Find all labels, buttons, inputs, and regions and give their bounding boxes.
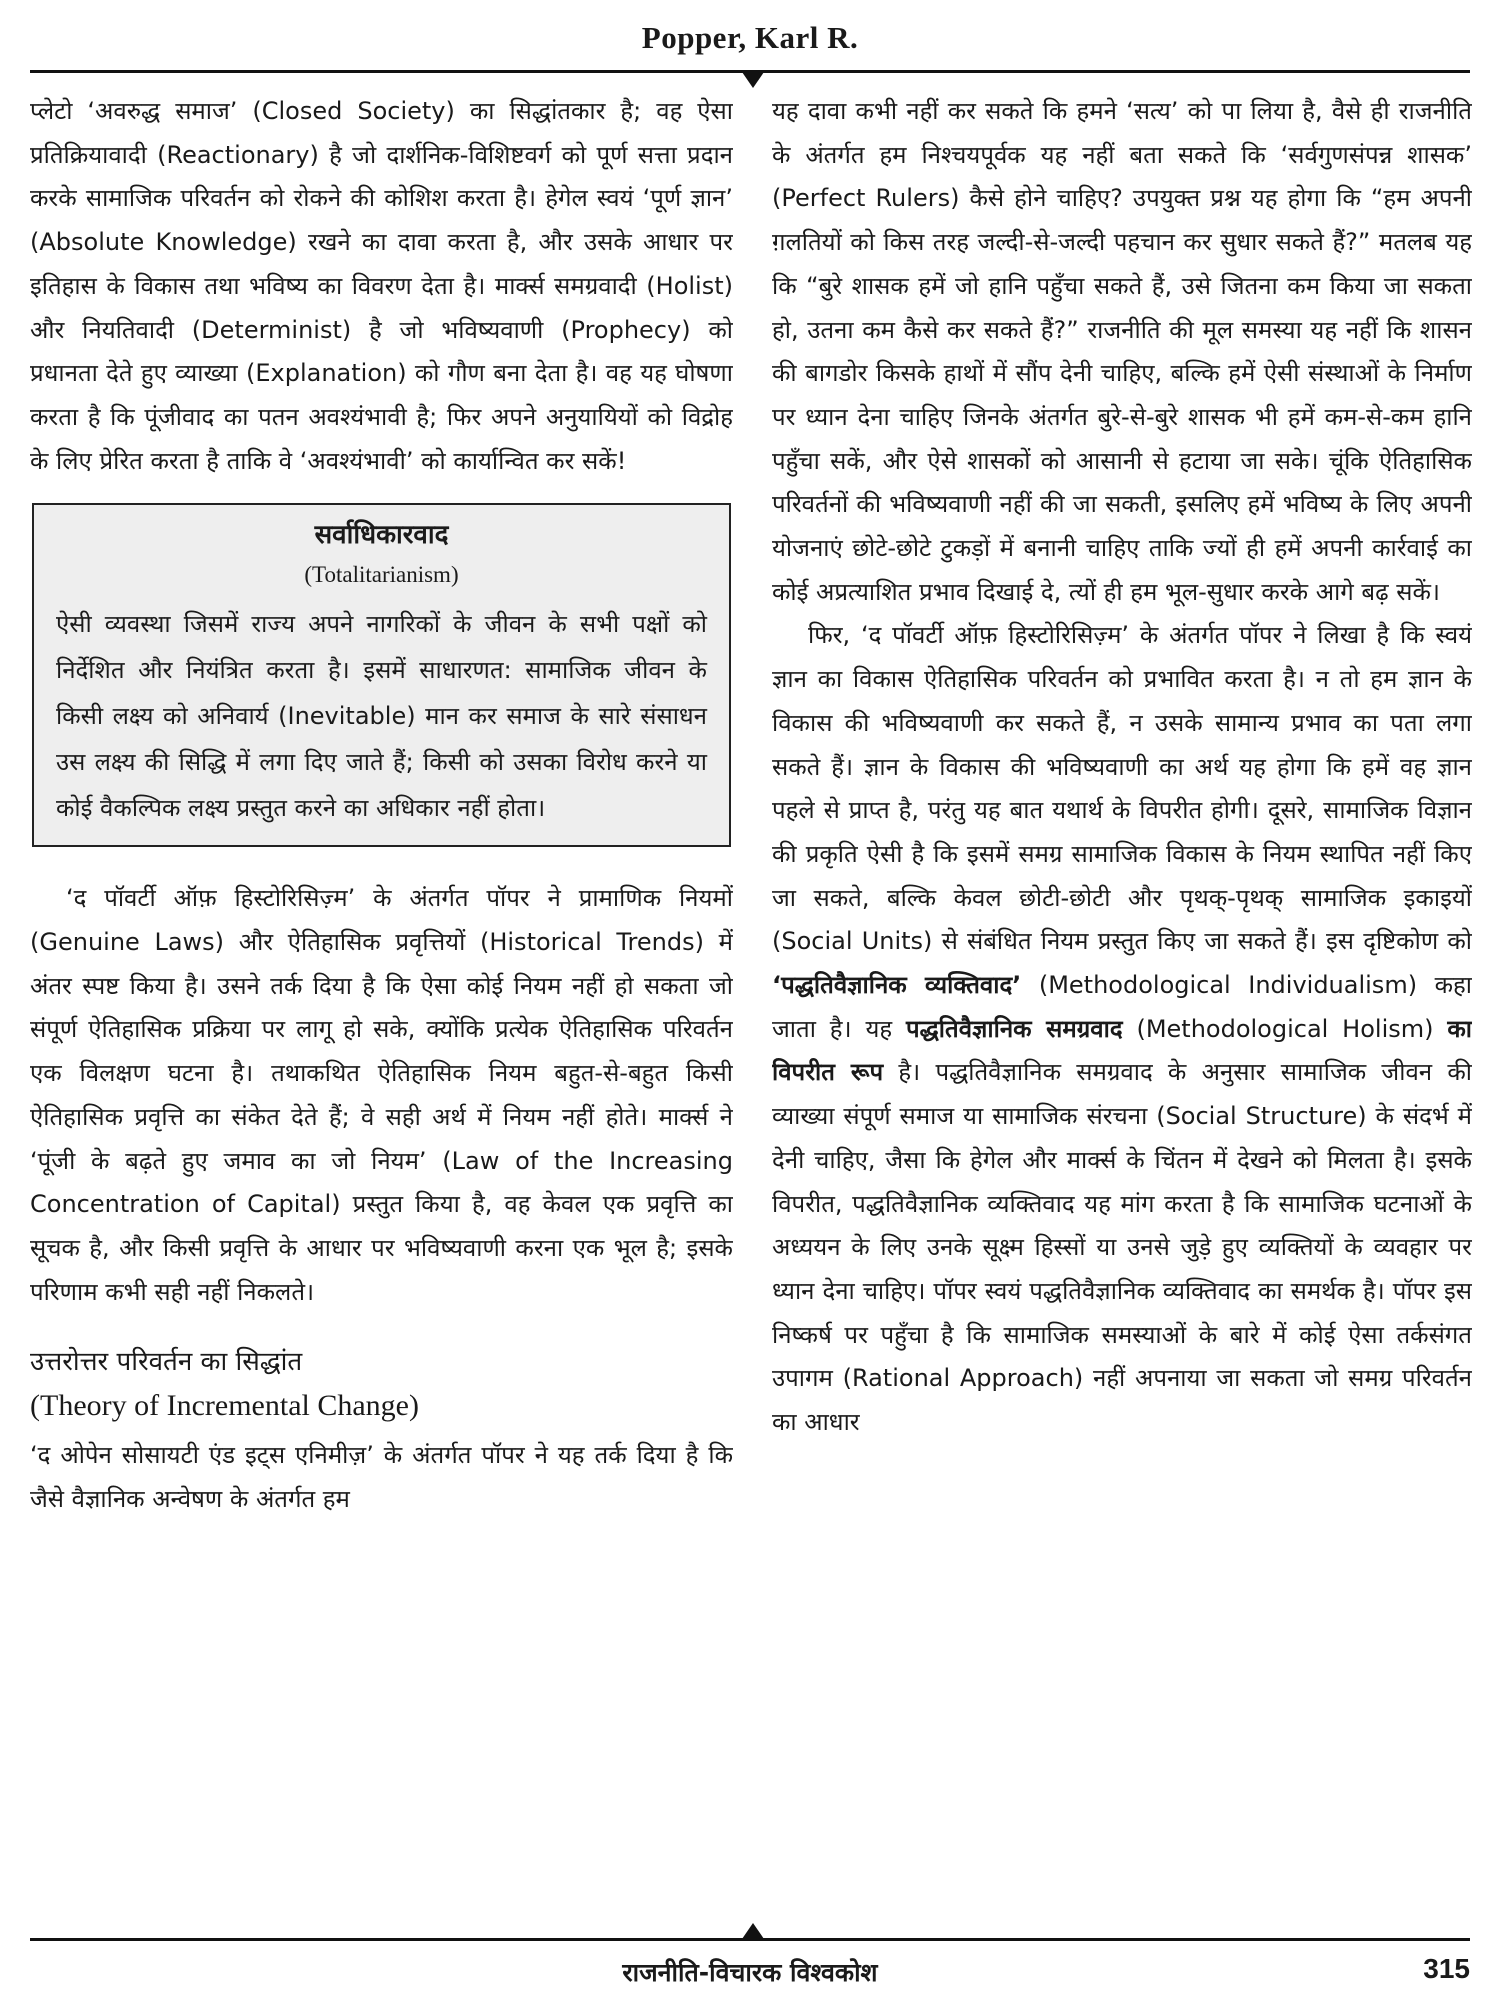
right-paragraph-2	[772, 614, 1472, 1444]
definition-box-subtitle: (Totalitarianism)	[304, 562, 459, 588]
section-subheading: (Theory of Incremental Change)	[30, 1389, 419, 1423]
bottom-rule	[30, 1938, 1470, 1941]
left-paragraph-2: ‘द पॉवर्टी ऑफ़ हिस्टोरिसिज़्म’ के अंतर्गत पॉपर ने प्रामाणिक नियमों (Genuine Laws) और ऐतिहासिक प्रवृत्तियों (Historical Trends) में अंतर स्पष्ट किया है। उसने तर्क दिया है कि ऐसा कोई नियम नहीं हो सकता जो संपूर्ण ऐतिहासिक प्रक्रिया पर लागू हो सके, क्योंकि प्रत्येक ऐतिहासिक परिवर्तन एक विलक्षण घटना है। तथाकथित ऐतिहासिक नियम बहुत-से-बहुत किसी ऐतिहासिक प्रवृत्ति का संकेत देते हैं; वे सही अर्थ में नियम नहीं होते। मार्क्स ने ‘पूंजी के बढ़ते हुए जमाव का जो नियम’ (Law of the Increasing Concentration of Capital) प्रस्तुत किया है, वह केवल एक प्रवृत्ति का सूचक है, और किसी प्रवृत्ति के आधार पर भविष्यवाणी करना एक भूल है; इसके परिणाम कभी सही नहीं निकलते।	[30, 884, 733, 1306]
right-paragraph-2-text-b: (Methodological Individualism) कहा जाता है। यह	[772, 971, 1472, 1043]
right-paragraph-2-text-a: फिर, ‘द पॉवर्टी ऑफ़ हिस्टोरिसिज़्म’ के अंतर्गत पॉपर ने लिखा है कि स्वयं ज्ञान का विकास ऐतिहासिक परिवर्तन को प्रभावित करता है। न तो हम ज्ञान के विकास की भविष्यवाणी कर सकते हैं, न उसके सामान्य प्रभाव का पता लगा सकते हैं। ज्ञान के विकास की भविष्यवाणी का अर्थ यह होगा कि हमें वह ज्ञान पहले से प्राप्त है, परंतु यह बात यथार्थ के विपरीत होगी। दूसरे, सामाजिक विज्ञान की प्रकृति ऐसी है कि इसमें समग्र सामाजिक विकास के नियम स्थापित नहीं किए जा सकते, बल्कि केवल छोटी-छोटी और पृथक्-पृथक् सामाजिक इकाइयों (Social Units) से संबंधित नियम प्रस्तुत किए जा सकते हैं। इस दृष्टिकोण को	[772, 621, 1472, 956]
top-rule-marker	[742, 72, 764, 88]
definition-box	[32, 503, 731, 847]
left-paragraph-3: ‘द ओपेन सोसायटी एंड इट्स एनिमीज़’ के अंतर्गत पॉपर ने यह तर्क दिया है कि जैसे वैज्ञानिक अन्वेषण के अंतर्गत हम	[30, 1441, 733, 1514]
term-methodological-holism: पद्धतिवैज्ञानिक समग्रवाद	[905, 1014, 1123, 1043]
right-column	[772, 90, 1472, 1970]
right-paragraph-2-text-c: (Methodological Holism)	[1136, 1014, 1434, 1043]
definition-box-title: सर्वाधिकारवाद	[314, 520, 449, 551]
section-heading: उत्तरोत्तर परिवर्तन का सिद्धांत	[30, 1347, 303, 1378]
right-paragraph-2-text-d: है। पद्धतिवैज्ञानिक समग्रवाद के अनुसार सामाजिक जीवन की व्याख्या संपूर्ण समाज या सामाजिक संरचना (Social Structure) के संदर्भ में देनी चाहिए, जैसा कि हेगेल और मार्क्स के चिंतन में देखने को मिलता है। इसके विपरीत, पद्धतिवैज्ञानिक व्यक्तिवाद यह मांग करता है कि सामाजिक घटनाओं के अध्ययन के लिए उनके सूक्ष्म हिस्सों या उनसे जुड़े हुए व्यक्तियों के व्यवहार पर ध्यान देना चाहिए। पॉपर स्वयं पद्धतिवैज्ञानिक व्यक्तिवाद का समर्थक है। पॉपर इस निष्कर्ष पर पहुँचा है कि सामाजिक समस्याओं के बारे में कोई ऐसा तर्कसंगत उपागम (Rational Approach) नहीं अपनाया जा सकता जो समग्र परिवर्तन का आधार	[772, 1058, 1472, 1437]
footer-book-title: राजनीति-विचारक विश्वकोश	[622, 1958, 878, 1987]
term-methodological-individualism: ‘पद्धतिवैज्ञानिक व्यक्तिवाद’	[772, 971, 1022, 1000]
left-paragraph-1: प्लेटो ‘अवरुद्ध समाज’ (Closed Society) का सिद्धांतकार है; वह ऐसा प्रतिक्रियावादी (Reactionary) है जो दार्शनिक-विशिष्टवर्ग को पूर्ण सत्ता प्रदान करके सामाजिक परिवर्तन को रोकने की कोशिश करता है। हेगेल स्वयं ‘पूर्ण ज्ञान’ (Absolute Knowledge) रखने का दावा करता है, और उसके आधार पर इतिहास के विकास तथा भविष्य का विवरण देता है। मार्क्स समग्रवादी (Holist) और नियतिवादी (Determinist) है जो भविष्यवाणी (Prophecy) को प्रधानता देते हुए व्याख्या (Explanation) को गौण बना देता है। वह यह घोषणा करता है कि पूंजीवाद का पतन अवश्यंभावी है; फिर अपने अनुयायियों को विद्रोह के लिए प्रेरित करता है ताकि वे ‘अवश्यंभावी’ को कार्यान्वित कर सकें!	[30, 97, 733, 475]
page-number: 315	[1423, 1953, 1470, 1984]
definition-box-body: ऐसी व्यवस्था जिसमें राज्य अपने नागरिकों के जीवन के सभी पक्षों को निर्देशित और नियंत्रित करता है। इसमें साधारणत: सामाजिक जीवन के किसी लक्ष्य को अनिवार्य (Inevitable) मान कर समाज के सारे संसाधन उस लक्ष्य की सिद्धि में लगा दिए जाते हैं; किसी को उसका विरोध करने या कोई वैकल्पिक लक्ष्य प्रस्तुत करने का अधिकार नहीं होता।	[56, 610, 707, 823]
bottom-rule-marker	[742, 1923, 764, 1939]
left-column	[30, 90, 733, 1970]
running-header: Popper, Karl R.	[641, 20, 859, 55]
term-opposite-form: का विपरीत रूप	[772, 1014, 1472, 1087]
right-paragraph-1: यह दावा कभी नहीं कर सकते कि हमने ‘सत्य’ को पा लिया है, वैसे ही राजनीति के अंतर्गत हम निश्चयपूर्वक यह नहीं बता सकते कि ‘सर्वगुणसंपन्न शासक’ (Perfect Rulers) कैसे होने चाहिए? उपयुक्त प्रश्न यह होगा कि “हम अपनी ग़लतियों को किस तरह जल्दी-से-जल्दी पहचान कर सुधार सकते हैं?” मतलब यह कि “बुरे शासक हमें जो हानि पहुँचा सकते हैं, उसे जितना कम किया जा सकता हो, उतना कम कैसे कर सकते हैं?” राजनीति की मूल समस्या यह नहीं कि शासन की बागडोर किसके हाथों में सौंप देनी चाहिए, बल्कि हमें ऐसी संस्थाओं के निर्माण पर ध्यान देना चाहिए जिनके अंतर्गत बुरे-से-बुरे शासक भी हमें कम-से-कम हानि पहुँचा सकें, और ऐसे शासकों को आसानी से हटाया जा सके। चूंकि ऐतिहासिक परिवर्तनों की भविष्यवाणी नहीं की जा सकती, इसलिए हमें भविष्य के लिए अपनी योजनाएं छोटे-छोटे टुकड़ों में बनानी चाहिए ताकि ज्यों ही हमें अपनी कार्रवाई का कोई अप्रत्याशित प्रभाव दिखाई दे, त्यों ही हम भूल-सुधार करके आगे बढ़ सकें।	[772, 97, 1472, 606]
